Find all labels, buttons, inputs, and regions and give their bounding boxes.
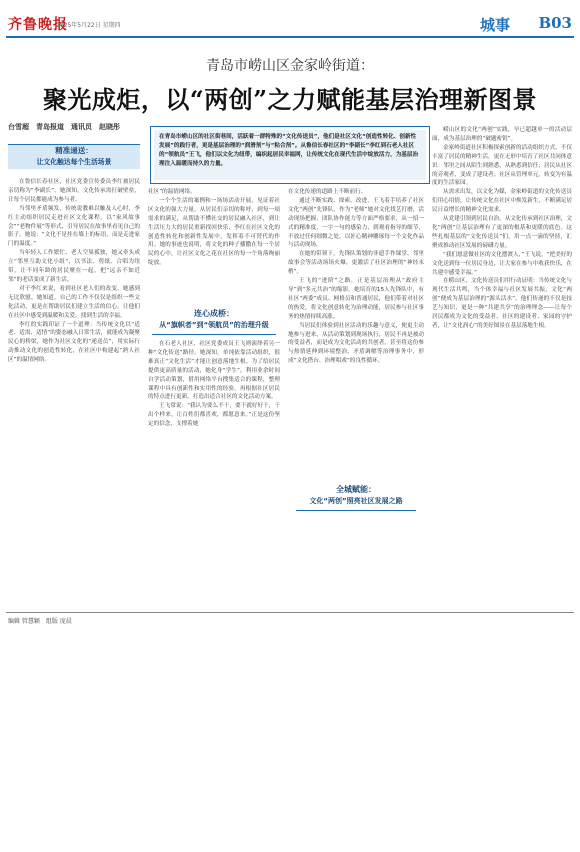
paragraph: 崂山区的文化“两创”实践，早已超越单一的活动层面，成为基层治理的“破题密钥”。 <box>432 127 572 142</box>
paragraph: 当邻里矛盾频发，传统说教难以触及人心时，李红主动组织居民走进社区文化课程，以“家风故事会”“老物件展”等形式，引导居民在故事里看见自己的影子。她说：“文化不是挂在墙上的标语，而是走进家门的温度。” <box>8 205 140 248</box>
paragraph: “我们愿意做社区的文化摆渡人，”王飞说，“把美好的文化送到每一位居民身边，让大家在参与中收获快乐，在共建中感受幸福。” <box>432 251 572 276</box>
paragraph: 对于李红来说，看到社区老人们的改变，她感到无比欣慰。她知道，自己的工作不仅仅是组织一些文化活动，更是在帮助居民们建立生活的信心，让他们在社区中感受到温暖和关爱，找到生活的幸福。 <box>8 285 140 319</box>
column3-subhead <box>288 484 424 506</box>
paragraph: 从需求出发，以文化为媒，金家岭街道的文化传送员们用心用情，让传统文化在社区中焕发新生，不断满足居民日益增长的精神文化需求。 <box>432 189 572 214</box>
column1-subhead-subtitle: 让文化触达每个生活场景 <box>36 158 112 166</box>
paragraph: 金家岭街道社区积极探索创新的活动组织方式，不仅丰富了居民的精神生活，更在无形中培育了社区共同体意识：邻里之间从陌生到熟悉，从熟悉到信任；居民从社区的旁观者，变成了建设者；社区从管理单元，转变为有温度的生活家园。 <box>432 144 572 187</box>
paragraph: 在石老人社区，社区党委成员王飞则演绎着另一种“文化传送”路径。她深知，单纯依靠活动组织，很难真正“文化生活”才能让创意落地生根。为了给居民提供更高质量的活动，她化身“学生”，利用业余时间自学活动策划，借用网络平台搜集适合的课程，整理课程中具有创新性和实用性的经验，再根据社区居民的特点进行更新，打造出适合社区的文化活动方案。 <box>148 341 280 401</box>
paragraph: 在崂山区，文化传送员们用行动证明：当传统文化与现代生活共鸣，当个体幸福与社区发展共振，文化“两创”便成为基层治理的“源头活水”，他们传递的不仅是技艺与知识，更是一种“共建共享”的治理理念——让每个居民都成为文化的受益者、社区的建设者、家园的守护者，让“文化润心”的美好图景在基层落地生根。 <box>432 278 572 329</box>
paragraph: 从党建引领到居民自治，从文化传承到社区治理，文化“两创”让基层治理有了更深的根基和更暖的底色。这些扎根基层的“文化传送员”们，用一点一滴的坚持，汇聚成推动社区发展的磅礴力量。 <box>432 216 572 249</box>
lead-text: 在青岛市崂山区的社区街巷间，活跃着一群特殊的“文化传送员”，他们是社区文化“创造性转化、创新性发展”的践行者，更是基层治理的“润滑剂”与“粘合剂”。从鲁信长春社区的“李副长”李红到石老人社区的“领航员”王飞，他们以文化为纽带，编织起居民幸福网，让传统文化在现代生活中绽放活力，为基层治理注入温暖而持久的力量。 <box>154 130 426 180</box>
masthead <box>0 0 580 36</box>
masthead-rule <box>6 36 574 38</box>
column2-subhead-title: 连心成桥： <box>194 309 234 318</box>
column-4 <box>432 126 572 606</box>
paragraph: 当年轻人工作繁忙、老人空巢孤独，她又牵头成立“邻里互助文化小组”，以书法、剪纸、合唱为纽带，让不同年龄的居民聚在一起，把“远亲不如近邻”的老话变成了新生活。 <box>8 250 140 283</box>
paragraph: 通过不断实践、探索、改进，王飞着手培养了社区文化“两创”先锋队，作为“老师”她对文化找艺打磨，活动现场把握，团队协作能力等方面严格要求，从一招一式的精准度，一字一句的感染力，到观看指导的细节，不放过任何细微之处，以匠心精神雕琢每一个文化作品与活动现场。 <box>288 197 424 249</box>
article-headline: 聚光成炬，以“两创”之力赋能基层治理新图景 <box>42 85 538 114</box>
paragraph: 当居民们体验到社区活动的乐趣与意义，便更主动地参与进来，从活动策划到现场执行，居民不再是被动的受益者，而是成为文化活动的共创者，甚至将这份参与热情延伸到环境整治、矛盾调解等治理事务中，形成“文化搭台、治理唱戏”的良性循环。 <box>288 322 424 365</box>
paragraph: 王飞的“进阶”之路，正是基层治理从“政府主导”到“多元共治”的缩影。她培育的15人先锋队中，有社区“两委”成员、网格员和普通居民，他们带着对社区的热爱，将文化创意转化为治理动能，居民参与社区事务的热情持续高涨。 <box>288 278 424 320</box>
lead-box <box>150 126 430 184</box>
article-byline: 台雪超 青岛报道 通讯员 赵晓彤 <box>8 123 120 131</box>
paragraph: 在她的带领下，先锋队策划的非遗手作课堂、邻里故事会等活动场场火爆，更激活了社区治理的“神经末梢”。 <box>288 251 424 276</box>
column-1 <box>8 178 140 606</box>
section-name: 城事 <box>479 16 510 34</box>
column2-subhead <box>148 308 280 330</box>
newspaper-logo: 齐鲁晚报 <box>8 17 68 33</box>
paragraph: 王飞常说：“我认为要么不干，要干就好好干，干出个样来，让百姓们都喜欢，都愿意来。”正是这份坚定的信念，支撑着她 <box>148 403 280 428</box>
article-kicker: 青岛市崂山区金家岭街道： <box>206 58 374 74</box>
column-2-bottom <box>148 340 280 606</box>
subhead-underline <box>296 510 416 511</box>
column-2-top <box>148 188 280 302</box>
paragraph: 一个个生活的案例和一场场活动开展，见证着社区文化的强大力量。从居民们亲切的称呼，到每一项需求的满足，从帮助不懂社交的居民融入社区，到让生活压力大的居民重新找回快乐，李红在社区文化的创造性转化和创新性发展中，发挥着不可替代的作用。她的事迹也说明，将文化的种子播撒在每一个居民的心中，让社区文化之花在社区的每一个角落绚丽绽放。 <box>148 197 280 267</box>
paragraph: 在文化传递的道路上不断前行。 <box>288 189 367 195</box>
column1-subhead <box>8 144 140 169</box>
column2-subhead-subtitle: 从“旗帜者”到“领航员”的治理升级 <box>159 321 269 329</box>
column3-subhead-title: 全城赋能： <box>336 485 376 494</box>
paragraph: 社区”的温情网络。 <box>148 189 196 195</box>
column3-subhead-subtitle: 文化“两创”照亮社区发展之路 <box>309 497 403 505</box>
paragraph: 在鲁信长春社区，社区党委宣传委员李红被居民亲切称为“李副长”。她深知，文化传承需打破壁垒，让每个居民都能成为参与者。 <box>8 179 140 203</box>
issue-date: 2025年5月22日 星期四 <box>56 22 121 29</box>
paragraph: 李红的实践印证了一个道理：当传统文化以“适老、适需、适情”的姿态融入日常生活，就能成为凝聚民心的桥梁，她作为社区文化的“递送员”，用实际行动推动文化的创造性转化，在社区中构建起“熟人社区”的温情网络。 <box>8 321 140 364</box>
column-3-top <box>288 188 424 478</box>
column1-subhead-title: 精准递送： <box>55 146 93 155</box>
subhead-underline <box>152 334 276 335</box>
editor-credits: 编辑 管慧颖 组版 庞晨 <box>8 618 72 625</box>
page-number: B03 <box>538 14 572 32</box>
footer-rule <box>6 612 574 613</box>
